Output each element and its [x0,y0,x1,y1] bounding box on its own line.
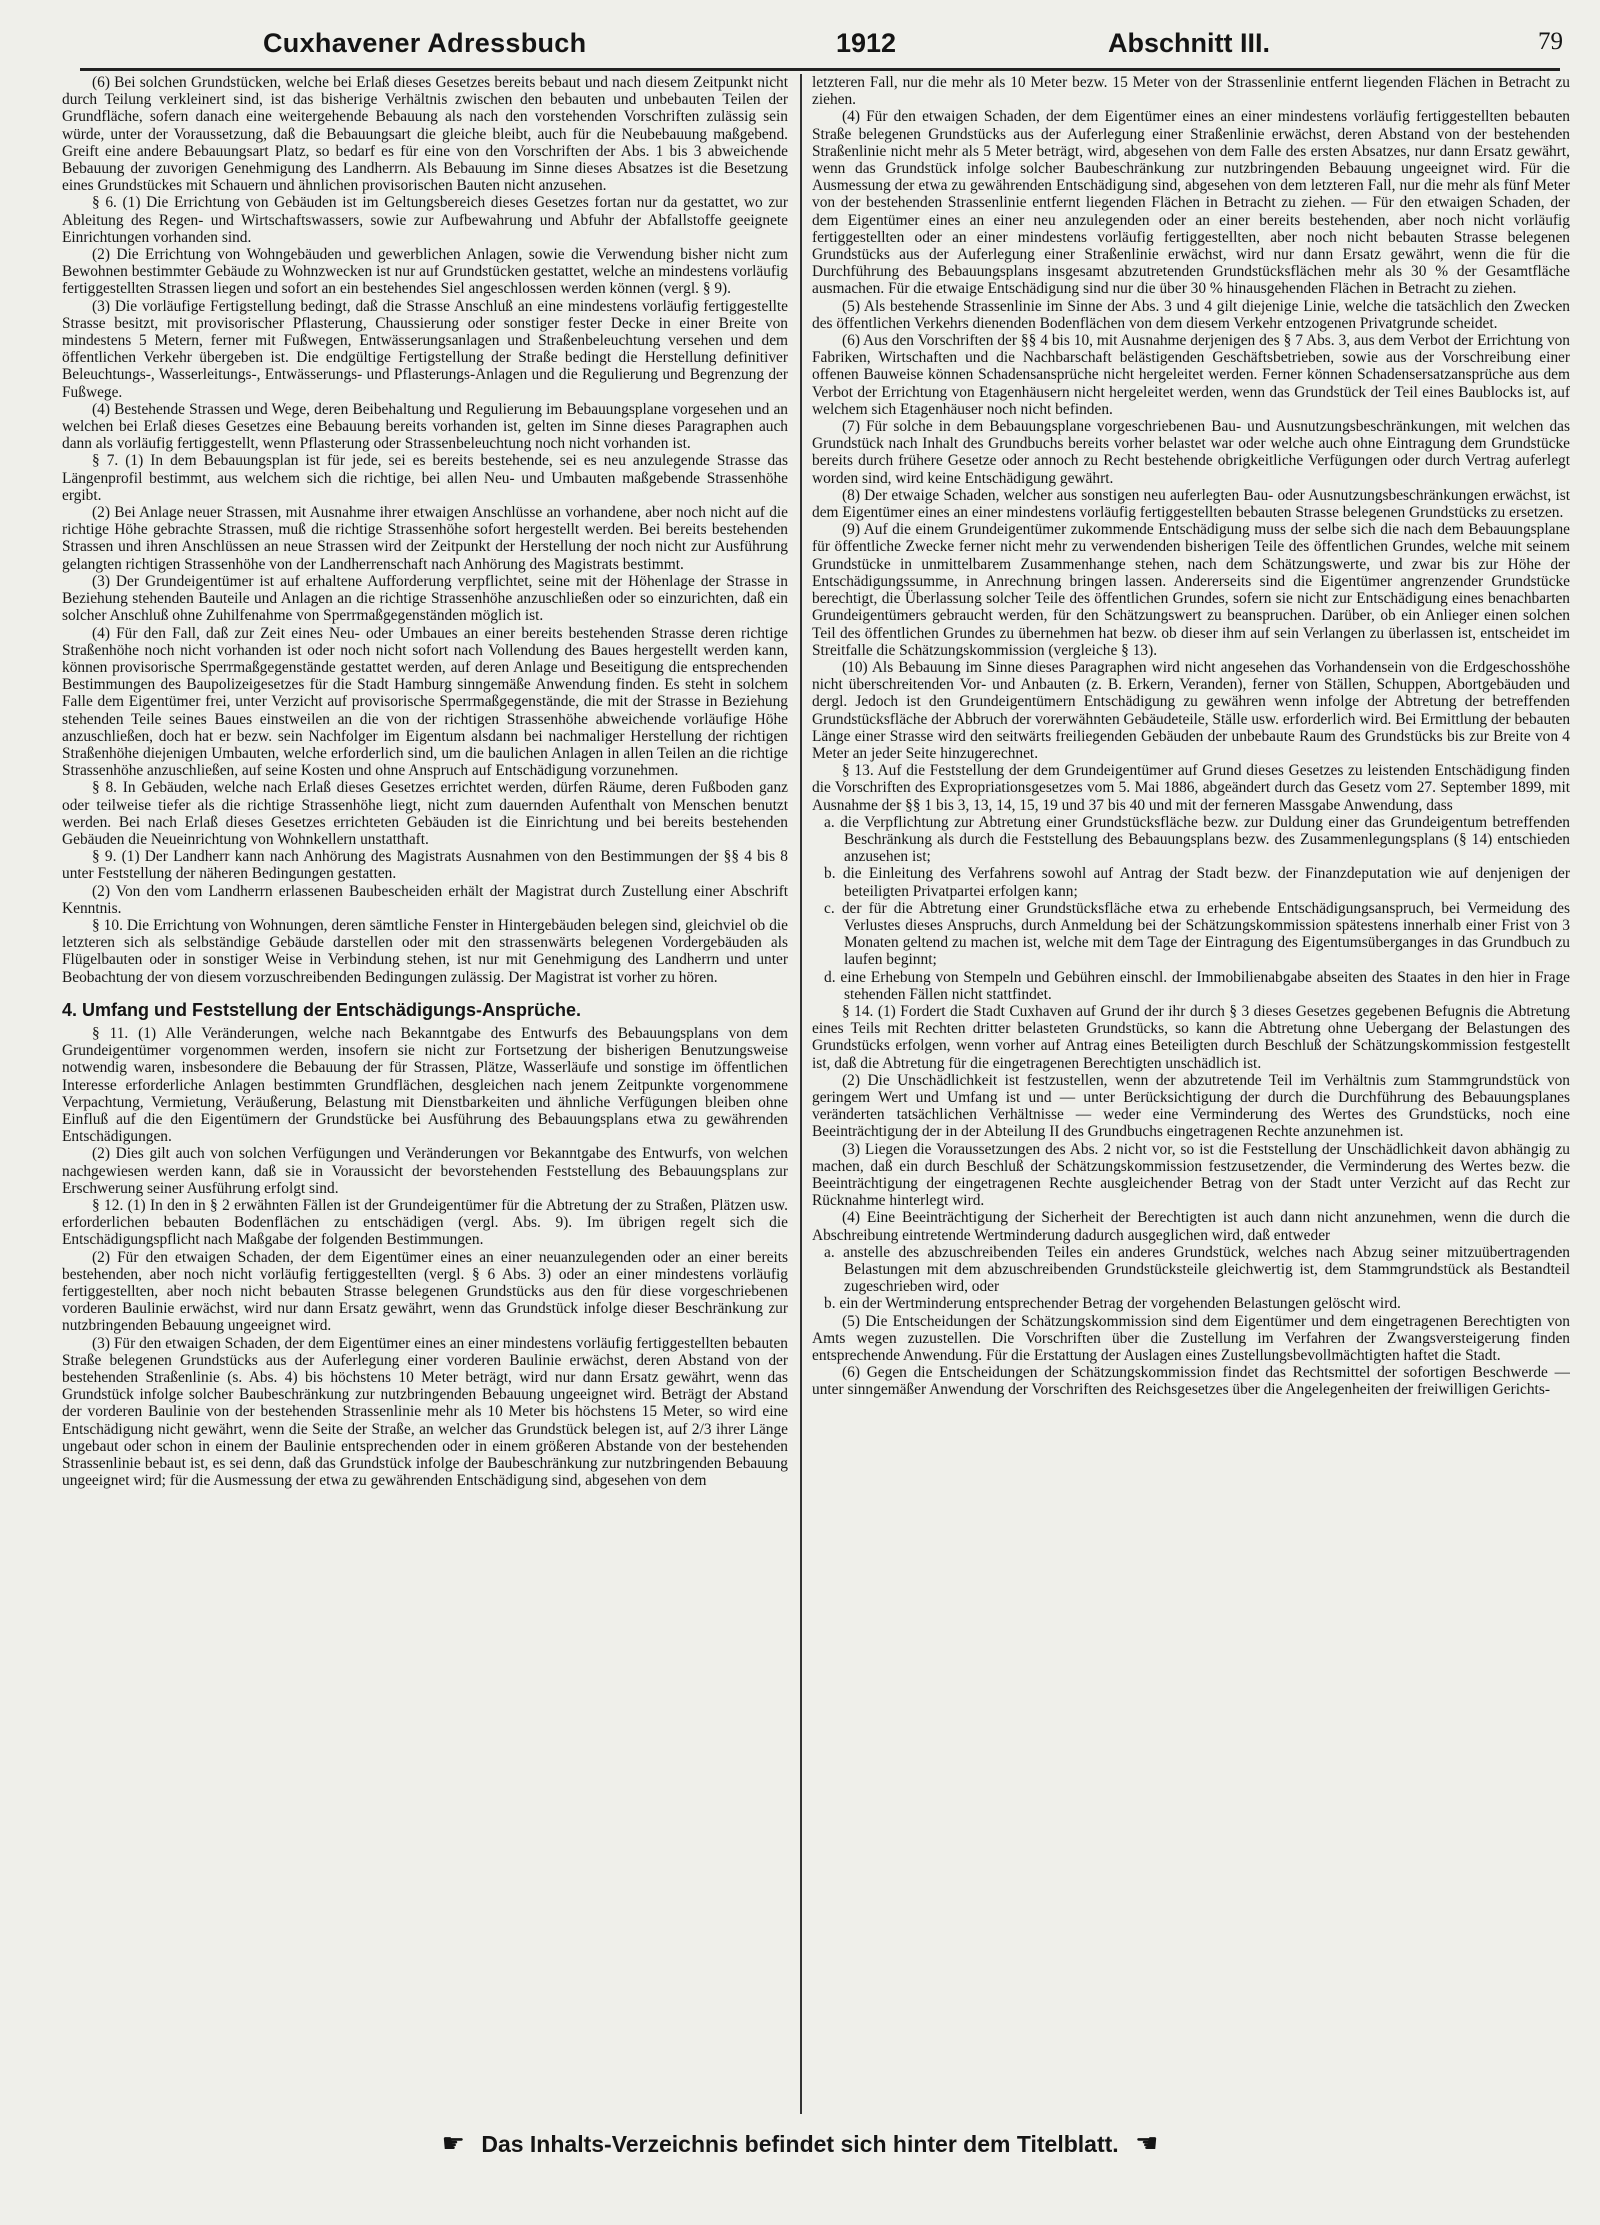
paragraph: letzteren Fall, nur die mehr als 10 Meter bezw. 15 Meter von der Strassenlinie entfernt liegenden Flächen in Betracht zu ziehen. [812,74,1570,109]
paragraph: (4) Bestehende Strassen und Wege, deren Beibehaltung und Regulierung im Bebauungsplane vorgesehen und an welchen bei Erlaß dieses Gesetzes eine Bebauung bereits vorhanden ist, gelten im Sinne dieses Paragraphen auch dann als vorläufig fertiggestellt, wenn Pflasterung oder Strassenbeleuchtung noch nicht vorhanden ist. [62,400,788,453]
book-title: Cuxhavener Adressbuch [263,28,587,58]
list-item: d. eine Erhebung von Stempeln und Gebühren einschl. der Immobilienabgabe abseiten des Staates in den hier in Frage stehenden Fällen nicht stattfindet. [824,968,1570,1003]
paragraph: (3) Liegen die Voraussetzungen des Abs. 2 nicht vor, so ist die Feststellung der Unschädlichkeit davon abhängig zu machen, daß ein durch Beschluß der Schätzungskommission festzusetzender, die Verminderung des Wertes bezw. die Beeinträchtigung der eingetragenen Rechte ausgleichender Betrag von der Stadt unter Verzicht auf das Recht zur Rücknahme hinterlegt wird. [812,1140,1570,1210]
list-item: b. ein der Wertminderung entsprechender Betrag der vorgehenden Belastungen gelöscht wird. [824,1295,1401,1313]
paragraph: (4) Eine Beeinträchtigung der Sicherheit der Berechtigten ist auch dann nicht anzunehmen, wenn die durch die Abschreibung eintretende Wertminderung dadurch ausgeglichen wird, daß entweder [812,1209,1570,1244]
footer-note [0,2128,1600,2159]
paragraph: (2) Die Errichtung von Wohngebäuden und gewerblichen Anlagen, sowie die Verwendung bisher nicht zum Bewohnen bestimmter Gebäude zu Wohnzwecken ist nur auf Grundstücken gestattet, welche an mindestens vorläufig fertiggestellten Strassen liegen und sofort an ein bestehendes Siel angeschlossen werden können (vergl. § 9). [62,246,788,298]
page-header [78,22,1580,66]
paragraph: § 10. Die Errichtung von Wohnungen, deren sämtliche Fenster in Hintergebäuden belegen sind, gleichviel ob die letzteren sich als selbständige Gebäude darstellen oder mit den strassenwärts belegenen Vordergebäuden als Flügelbauten oder in sonstiger Weise in Verbindung stehen, ist nur mit Genehmigung des Landherrn und unter Beobachtung der von diesem vorzuschreibenden Bedingungen zulässig. Der Magistrat ist vorher zu hören. [62,916,788,986]
paragraph: § 14. (1) Fordert die Stadt Cuxhaven auf Grund der ihr durch § 3 dieses Gesetzes gegebenen Befugnis die Abtretung eines Teils mit Rechten dritter belasteten Grundstücks, so kann die Abtretung ohne Uebergang der Belastungen des Grundstücks erfolgen, wenn vorher auf Antrag eines Beteiligten durch Beschluß der Schätzungskommission festgestellt ist, daß die Abtretung für die eingetragenen Berechtigten unschädlich ist. [812,1002,1570,1072]
paragraph: (10) Als Bebauung im Sinne dieses Paragraphen wird nicht angesehen das Vorhandensein von die Erdgeschosshöhe nicht überschreitenden Vor- und Anbauten (z. B. Erkern, Veranden), ferner von Ställen, Schuppen, Abortgebäuden und dergl. Jedoch ist den Grundeigentümern Entschädigung zu gewähren wenn infolge der Abtretung der betreffenden Grundstücksfläche der Abbruch der vorerwähnten Gebäudeteile, Ställe usw. erforderlich wird. Bei Ermittlung der bebauten Länge einer Strasse wird den seitwärts freiliegenden Gebäuden der unbebaute Raum des Grundstücks bis zur Breite von 4 Meter an jeder Seite hinzugerechnet. [812,658,1570,762]
paragraph: (3) Für den etwaigen Schaden, der dem Eigentümer eines an einer mindestens vorläufig fertiggestellten bebauten Straße belegenen Grundstücks aus der Auferlegung einer vorderen Baulinie erwächst, deren Abstand von der bestehenden Straßenlinie (s. Abs. 4) bis höchstens 10 Meter beträgt, wird nur dann Ersatz gewährt, wenn das Grundstück infolge solcher Baubeschränkung zur nutzbringenden Bebauung ungeeignet wird. Beträgt der Abstand der vorderen Baulinie von der bestehenden Strassenlinie mehr als 10 Meter bis höchstens 15 Meter, so wird eine Entschädigung nicht gewährt, wenn die Seite der Straße, an welcher das Grundstück belegen ist, auf 2/3 ihrer Länge ungebaut oder schon in einem der Baulinie entsprechenden oder in einem größeren Abstande von der bestehenden Strassenlinie bebaut ist, es sei denn, daß das Grundstück infolge der Baubeschränkung zur nutzbringenden Bebauung ungeeignet wird; für die Ausmessung der etwa zu gewährenden Entschädigung sind, abgesehen von dem [62,1334,788,1490]
paragraph: (8) Der etwaige Schaden, welcher aus sonstigen neu auferlegten Bau- oder Ausnutzungsbeschränkungen erwächst, ist dem Eigentümer eines an einer mindestens vorläufig fertiggestellten bebauten Strasse belegenen Grundstücks zu ersetzen. [812,486,1570,522]
list-item: c. der für die Abtretung einer Grundstücksfläche etwa zu erhebende Entschädigungsanspruch, bei Vermeidung des Verlustes dieses Anspruchs, durch Anmeldung bei der Schätzungskommission spätestens innerhalb einer Frist von 3 Monaten geltend zu machen ist, welche mit dem Tage der Eintragung des Eigentumsüberganges in das Grundbuch zu laufen beginnt; [824,899,1570,969]
paragraph: (2) Bei Anlage neuer Strassen, mit Ausnahme ihrer etwaigen Anschlüsse an vorhandene, aber noch nicht auf die richtige Höhe gebrachte Strassen, muß die richtige Strassenhöhe sofort hergestellt werden. Bei bereits bestehenden Strassen und ihren Anschlüssen an neue Strassen wird der Zeitpunkt der Herstellung der noch nicht zur Ausführung gelangten richtigen Strassenhöhe von der Landherrenschaft nach Anhörung des Magistrats bestimmt. [62,504,788,573]
paragraph: (2) Von den vom Landherrn erlassenen Baubescheiden erhält der Magistrat durch Zustellung einer Abschrift Kenntnis. [62,882,788,917]
paragraph: (6) Aus den Vorschriften der §§ 4 bis 10, mit Ausnahme derjenigen des § 7 Abs. 3, aus dem Verbot der Errichtung von Fabriken, Wirtschaften und die Nachbarschaft belästigenden Geschäftsbetrieben, sowie aus der Vorschreibung einer offenen Bauweise können Schadensansprüche nicht hergeleitet werden. Ferner können Schadensersatzansprüche aus dem Verbot der Errichtung von Etagenhäusern nicht hergeleitet werden, wenn das Grundstück der Teil eines Baublocks ist, auf welchem sich Etagenhäuser noch nicht befinden. [812,332,1570,418]
paragraph: (6) Gegen die Entscheidungen der Schätzungskommission findet das Rechtsmittel der sofortigen Beschwerde — unter sinngemäßer Anwendung der Vorschriften des Reichsgesetzes über die Angelegenheiten der freiwilligen Gerichts- [812,1364,1570,1399]
paragraph: § 11. (1) Alle Veränderungen, welche nach Bekanntgabe des Entwurfs des Bebauungsplans von dem Grundeigentümer vorgenommen werden, insofern sie nicht zur Fortsetzung der bisherigen Benutzungsweise notwendig waren, insbesondere die Bebauung der für Strassen, Plätze, Wasserläufe und sonstige im öffentlichen Interesse erforderliche Anlagen bestimmten Grundflächen, desgleichen nach jenem Zeitpunkte vorgenommene Verpachtung, Vermietung, Veräußerung, Belastung mit Dienstbarkeiten und ähnliche Verfügungen bleiben ohne Einfluß auf die den Eigentümern der Grundstücke bei Ausführung des Bebauungsplans etwa zu gewährenden Entschädigungen. [62,1024,788,1146]
pointing-hand-icon: ☛ [1135,2128,1159,2158]
section-label: Abschnitt III. [1108,28,1270,58]
column-divider [800,74,802,2114]
left-column [62,74,788,2114]
paragraph: (5) Die Entscheidungen der Schätzungskommission sind dem Eigentümer und dem eingetragenen Berechtigten von Amts wegen zuzustellen. Die Vorschriften über die Zustellung im Verfahren der Zwangsversteigerung finden entsprechende Anwendung. Für die Erstattung der Auslagen eines Zustellungsbevollmächtigten haftet die Stadt. [812,1312,1570,1365]
paragraph: (3) Der Grundeigentümer ist auf erhaltene Aufforderung verpflichtet, seine mit der Höhenlage der Strasse in Beziehung stehenden Bauteile und Anlagen an die richtige Strassenhöhe anzuschließen oder so einzurichten, daß ein solcher Anschluß ohne Zuhilfenahme von Sperrmaßgegenständen möglich ist. [62,572,788,625]
paragraph: (2) Die Unschädlichkeit ist festzustellen, wenn der abzutretende Teil im Verhältnis zum Stammgrundstück von geringem Wert und Umfang ist und — unter Berücksichtigung der durch die Durchführung des Bebauungsplanes veränderten tatsächlichen Verhältnisse — weder eine Verminderung des Wertes des Grundstücks, noch eine Beeinträchtigung der in der Abteilung II des Grundbuchs eingetragenen Rechte anzunehmen ist. [812,1071,1570,1141]
paragraph: § 13. Auf die Feststellung der dem Grundeigentümer auf Grund dieses Gesetzes zu leistenden Entschädigung finden die Vorschriften des Expropriationsgesetzes vom 5. Mai 1886, abgeändert durch das Gesetz vom 27. September 1899, mit Ausnahme der §§ 1 bis 3, 13, 14, 15, 19 und 37 bis 40 und mit der ferneren Massgabe Anwendung, dass [812,762,1570,814]
paragraph: § 8. In Gebäuden, welche nach Erlaß dieses Gesetzes errichtet werden, dürfen Räume, deren Fußboden ganz oder teilweise tiefer als die richtige Strassenhöhe liegt, nicht zum dauernden Aufenthalt von Menschen benutzt werden. Bei nach Erlaß dieses Gesetzes errichteten Gebäuden ist die Einrichtung und bei bereits bestehenden Gebäuden die Neueinrichtung von Wohnkellern unstatthaft. [62,779,788,848]
year-label: 1912 [836,28,897,58]
paragraph: § 7. (1) In dem Bebauungsplan ist für jede, sei es bereits bestehende, sei es neu anzulegende Strasse das Längenprofil bestimmt, aus welchem sich die richtige, bei allen Neu- und Umbauten maßgebende Strassenhöhe ergibt. [62,452,788,504]
paragraph: § 9. (1) Der Landherr kann nach Anhörung des Magistrats Ausnahmen von den Bestimmungen der §§ 4 bis 8 unter Feststellung der näheren Bedingungen gestatten. [62,848,788,883]
paragraph: (5) Als bestehende Strassenlinie im Sinne der Abs. 3 und 4 gilt diejenige Linie, welche die tatsächlich den Zwecken des öffentlichen Verkehrs dienenden Bodenflächen von dem diesem Verkehr entzogenen Privatgrunde scheidet. [812,297,1570,332]
paragraph: § 6. (1) Die Errichtung von Gebäuden ist im Geltungsbereich dieses Gesetzes fortan nur da gestattet, wo zur Ableitung des Regen- und Wirtschaftswassers, sowie zur Aufbewahrung und Abfuhr der Abfallstoffe geeignete Einrichtungen vorhanden sind. [62,194,788,246]
paragraph: (4) Für den etwaigen Schaden, der dem Eigentümer eines an einer mindestens vorläufig fertiggestellten bebauten Straße belegenen Grundstücks aus der Auferlegung einer Straßenlinie erwächst, deren Abstand von der bestehenden Straßenlinie nicht mehr als 5 Meter beträgt, wird, abgesehen von dem Falle des ersten Absatzes, nur dann Ersatz gewährt, wenn das Grundstück infolge solcher Baubeschränkung zur nutzbringenden Bebauung ungeeignet wird. Für die Ausmessung der etwa zu gewährenden Entschädigung sind, abgesehen von dem letzteren Fall, nur die mehr als fünf Meter von der bestehenden Strassenlinie entfernt liegenden Flächen in Betracht zu ziehen. — Für den etwaigen Schaden, der dem Eigentümer eines an einer neu anzulegenden oder an einer bereits bestehenden, aber noch nicht vorläufig fertiggestellten oder an einer mindestens vorläufig fertiggestellten, aber noch nicht bebauten Strasse belegenen Grundstücks aus der Auferlegung einer Straßenlinie erwächst, wird nur dann Ersatz gewährt, wenn die für die Durchführung des Bebauungsplans insgesamt abzutretenden Grundstücksflächen mehr als 30 % der Gesamtfläche ausmachen. Für die etwaige Entschädigung sind nur die über 30 % hinausgehenden Flächen in Betracht zu ziehen. [812,108,1570,298]
header-rule [80,68,1560,71]
paragraph: § 12. (1) In den in § 2 erwähnten Fällen ist der Grundeigentümer für die Abtretung der zu Straßen, Plätzen usw. erforderlichen bebauten Bodenflächen zu entschädigen (vergl. Abs. 9). Im übrigen regelt sich die Entschädigungspflicht nach Maßgabe der folgenden Bestimmungen. [62,1197,788,1249]
section-heading: 4. Umfang und Feststellung der Entschädigungs-Ansprüche. [62,999,582,1020]
list-item: a. anstelle des abzuschreibenden Teiles ein anderes Grundstück, welches nach Abzug seiner mitzuübertragenden Belastungen mit dem abzuschreibenden Grundstücksteile gleichwertig ist, dem Stammgrundstück als Bestandteil zugeschrieben wird, oder [824,1243,1570,1296]
paragraph: (3) Die vorläufige Fertigstellung bedingt, daß die Strasse Anschluß an eine mindestens vorläufig fertiggestellte Strasse besitzt, mit provisorischer Pflasterung, Chaussierung oder sonstiger fester Decke in einer Breite von mindestens 5 Metern, ferner mit Fußwegen, Entwässerungsanlagen und Straßenbeleuchtung versehen und dem öffentlichen Verkehr übergeben ist. Die endgültige Fertigstellung der Straße bedingt die Herstellung definitiver Beleuchtungs-, Wasserleitungs-, Entwässerungs- und Pflasterungs-Anlagen und die Regulierung und Begrenzung der Fußwege. [62,297,788,401]
paragraph: (2) Dies gilt auch von solchen Verfügungen und Veränderungen vor Bekanntgabe des Entwurfs, von welchen nachgewiesen werden kann, daß sie in Voraussicht der bevorstehenden Feststellung des Bebauungsplans zur Erschwerung seiner Ausführung erfolgt sind. [62,1145,788,1197]
paragraph: (9) Auf die einem Grundeigentümer zukommende Entschädigung muss der selbe sich die nach dem Bebauungsplane für öffentliche Zwecke ferner nicht mehr zu verwendenden bisherigen Teile des öffentlichen Grundes, welche mit seinem Grundstücke in unmittelbarem Zusammenhange stehen, nach dem Schätzungswerte, und zwar bis zur Höhe der Entschädigungssumme, in Anrechnung bringen lassen. Andererseits sind die Eigentümer angrenzender Grundstücke berechtigt, die Überlassung solcher Teile des öffentlichen Grundes, sofern sie nicht zur Entschädigung eines benachbarten Grundeigentümers gebraucht werden, für den Schätzungswert zu beanspruchen. Darüber, ob ein Anlieger einen solchen Teil des öffentlichen Grundes zu übernehmen hat bezw. ob dieser ihm auf sein Verlangen zu überlassen ist, entscheidet im Streitfalle die Schätzungskommission (vergleiche § 13). [812,521,1570,659]
paragraph: (2) Für den etwaigen Schaden, der dem Eigentümer eines an einer neuanzulegenden oder an einer bereits bestehenden, aber noch nicht vorläufig fertiggestellten (vergl. § 6 Abs. 3) oder an einer mindestens vorläufig fertiggestellten, aber noch nicht bebauten Strasse belegenen Grundstücks aus den für diese vorgeschriebenen vorderen Baulinie erwächst, wird nur dann Ersatz gewährt, wenn das Grundstück infolge dieser Beschränkung zur nutzbringenden Bebauung ungeeignet wird. [62,1248,788,1335]
paragraph: (7) Für solche in dem Bebauungsplane vorgeschriebenen Bau- und Ausnutzungsbeschränkungen, mit welchen das Grundstück nach Inhalt des Grundbuchs bereits vorher belastet war oder welche auch ohne Eintragung dem Grundstücke bereits durch frühere Gesetze oder annoch zu Recht bestehende obrigkeitliche Verfügungen oder durch Vertrag auferlegt worden sind, wird keine Entschädigung gewährt. [812,418,1570,487]
page-number: 79 [1538,28,1563,55]
list-item: b. die Einleitung des Verfahrens sowohl auf Antrag der Stadt bezw. der Finanzdeputation wie auf denjenigen der beteiligten Privatpartei erfolgen kann; [824,865,1570,900]
paragraph: (6) Bei solchen Grundstücken, welche bei Erlaß dieses Gesetzes bereits bebaut und nach diesem Zeitpunkt nicht durch Teilung verkleinert sind, ist das bisherige Verhältnis zwischen den bebauten und unbebauten Teilen der Grundfläche, sofern danach eine weitergehende Bebauung als nach den vorstehenden Vorschriften zulässig sein würde, unter der Voraussetzung, daß die Bebauungsart die gleiche bleibt, auch für die Neubebauung maßgebend. Greift eine andere Bebauungsart Platz, so bedarf es für eine von den Vorschriften der Abs. 1 bis 3 abweichende Bebauung der zuvorigen Genehmigung des Landherrn. Als Bebauung im Sinne dieses Absatzes ist die Besetzung eines Grundstückes mit Schauern und ähnlichen provisorischen Bauten nicht anzusehen. [62,74,788,195]
list-item: a. die Verpflichtung zur Abtretung einer Grundstücksfläche bezw. zur Duldung einer das Grundeigentum betreffenden Beschränkung als durch die Feststellung des Bebauungsplans bezw. des Zusammenlegungsplans (§ 14) entschieden anzusehen ist; [824,813,1570,866]
paragraph: (4) Für den Fall, daß zur Zeit eines Neu- oder Umbaues an einer bereits bestehenden Strasse deren richtige Straßenhöhe noch nicht vorhanden ist oder noch nicht sofort nach Vollendung des Baues hergestellt werden kann, können provisorische Sperrmaßgegenstände gestattet werden, auf deren Anlage und Beseitigung die entsprechenden Bestimmungen des Baupolizeigesetzes für die Stadt Hamburg sinngemäße Anwendung finden. Es steht in solchem Falle dem Eigentümer frei, unter Verzicht auf provisorische Sperrmaßgegenstände, die mit der Strasse in Beziehung stehenden Teile seines Baues einstweilen an die von der richtigen Strassenhöhe abweichende vorläufige Höhe anzuschließen, doch hat er bezw. sein Nachfolger im Eigentum alsdann bei nachmaliger Herstellung der richtigen Straßenhöhe diejenigen Umbauten, welche erforderlich sind, um die baulichen Anlagen in allen Teilen an die richtige Strassenhöhe anzuschließen, auf seine Kosten und ohne Anspruch auf Entschädigung vorzunehmen. [62,624,788,780]
right-column [812,74,1570,2114]
pointing-hand-icon: ☛ [441,2128,465,2158]
footer-text: Das Inhalts-Verzeichnis befindet sich hinter dem Titelblatt. [481,2131,1119,2157]
